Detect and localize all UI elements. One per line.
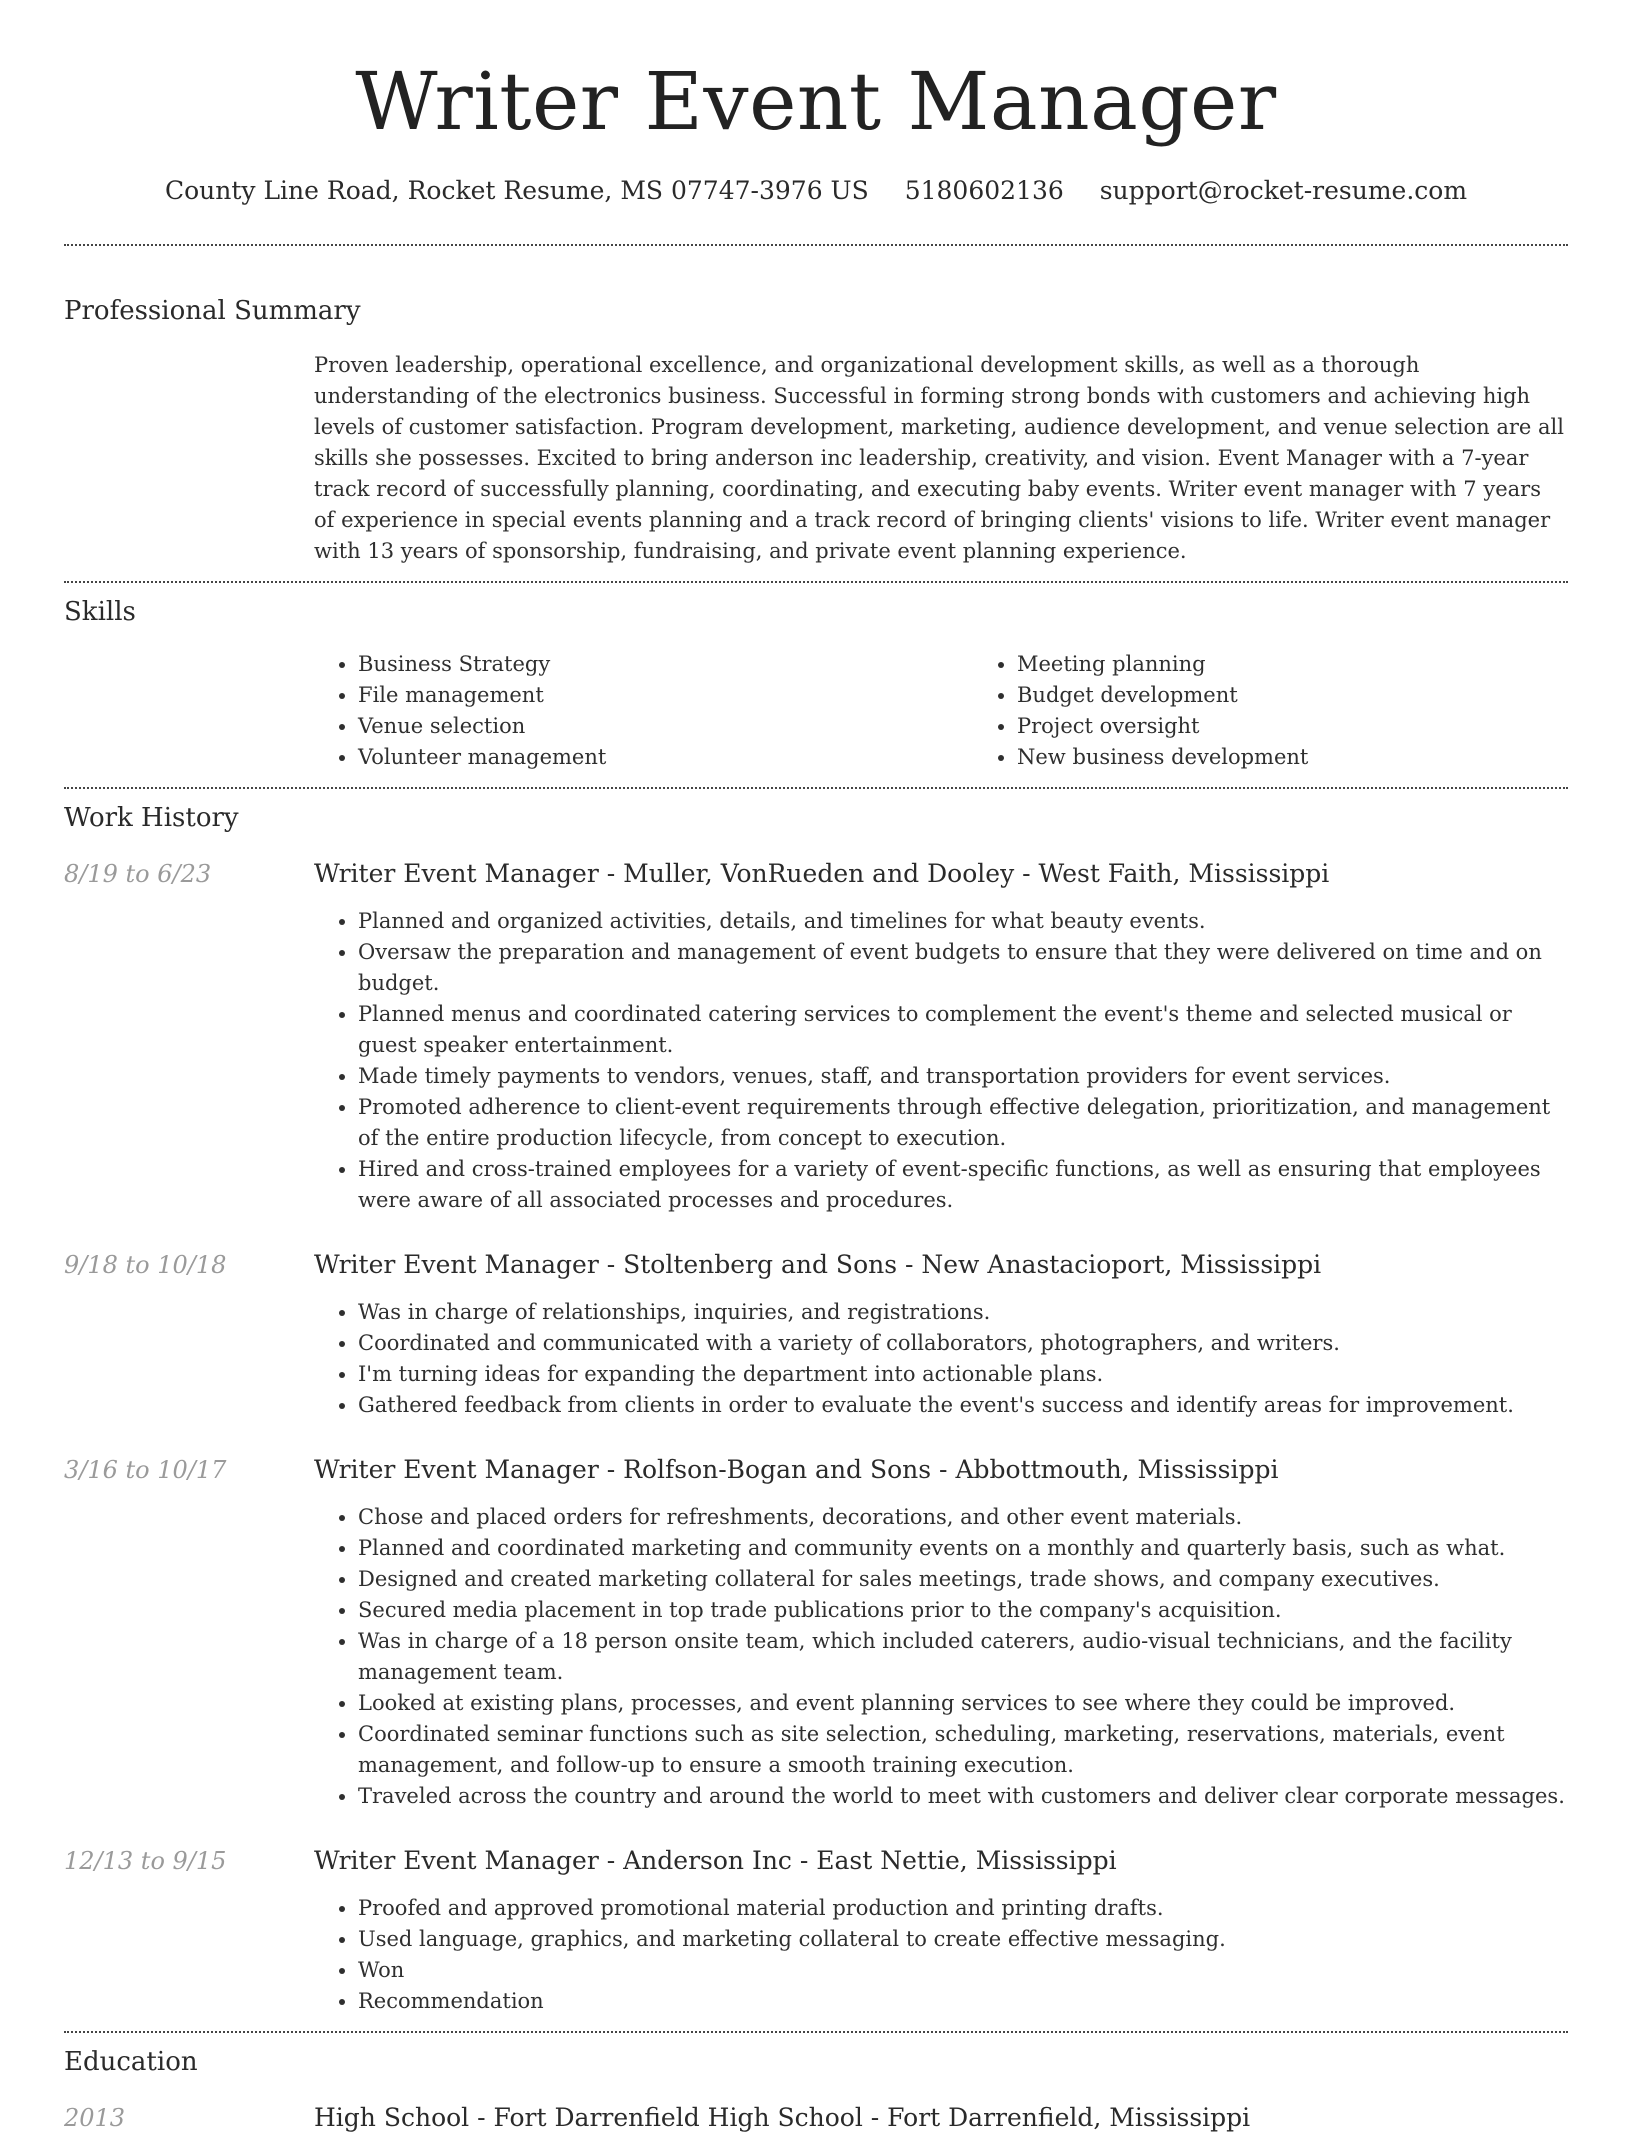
job-title: Writer Event Manager - Muller, VonRueden and Dooley - West Faith, Mississippi bbox=[314, 859, 1330, 888]
job-bullet: • Recommendation bbox=[358, 1986, 1568, 2017]
contact-email: support@rocket-resume.com bbox=[1099, 176, 1468, 205]
education-entry bbox=[64, 2101, 1568, 2135]
job-entry bbox=[64, 1844, 1568, 2017]
skills-title: Skills bbox=[64, 597, 136, 627]
job-entry bbox=[64, 1453, 1568, 1812]
job-bullet: • Coordinated and communicated with a variety of collaborators, photographers, and writers. bbox=[358, 1328, 1568, 1359]
job-bullets bbox=[314, 906, 1568, 1216]
summary-text: Proven leadership, operational excellence, and organizational development skills, as well as a thorough understanding of the electronics business. Successful in forming strong bonds with customers and achieving high levels of customer satisfaction. Program development, marketing, audience development, and venue selection are all skills she possesses. Excited to bring anderson inc leadership, creativity, and vision. Event Manager with a 7-year track record of successfully planning, coordinating, and executing baby events. Writer event manager with 7 years of experience in special events planning and a track record of bringing clients' visions to life. Writer event manager with 13 years of sponsorship, fundraising, and private event planning experience. bbox=[314, 353, 1564, 563]
job-bullet: • I'm turning ideas for expanding the department into actionable plans. bbox=[358, 1359, 1568, 1390]
education-section bbox=[64, 2045, 1568, 2135]
section-divider bbox=[64, 2031, 1568, 2033]
job-bullet: • Planned and coordinated marketing and community events on a monthly and quarterly basis, such as what. bbox=[358, 1533, 1568, 1564]
summary-section bbox=[64, 294, 1568, 567]
job-dates: 12/13 to 9/15 bbox=[64, 1847, 227, 1875]
job-bullet: • Looked at existing plans, processes, and event planning services to see where they could be improved. bbox=[358, 1688, 1568, 1719]
contact-phone: 5180602136 bbox=[904, 176, 1064, 205]
skill-item: • File management bbox=[358, 680, 973, 711]
resume-name: Writer Event Manager bbox=[355, 55, 1277, 148]
job-bullet: • Coordinated seminar functions such as site selection, scheduling, marketing, reservations, materials, event management, and follow-up to ensure a smooth training execution. bbox=[358, 1719, 1568, 1781]
job-title: Writer Event Manager - Rolfson-Bogan and Sons - Abbottmouth, Mississippi bbox=[314, 1455, 1279, 1484]
job-bullets bbox=[314, 1893, 1568, 2017]
job-bullet: • Planned and organized activities, details, and timelines for what beauty events. bbox=[358, 906, 1568, 937]
job-entry bbox=[64, 1248, 1568, 1421]
skill-item: • Meeting planning bbox=[1017, 649, 1568, 680]
section-divider bbox=[64, 581, 1568, 583]
job-bullet: • Won bbox=[358, 1955, 1568, 1986]
job-entry bbox=[64, 857, 1568, 1216]
skills-list-left bbox=[314, 649, 973, 773]
job-bullet: • Traveled across the country and around the world to meet with customers and deliver clear corporate messages. bbox=[358, 1781, 1568, 1812]
job-bullet: • Designed and created marketing collateral for sales meetings, trade shows, and company executives. bbox=[358, 1564, 1568, 1595]
job-bullets bbox=[314, 1502, 1568, 1812]
summary-title: Professional Summary bbox=[64, 296, 361, 326]
job-bullet: • Planned menus and coordinated catering services to complement the event's theme and selected musical or guest speaker entertainment. bbox=[358, 999, 1568, 1061]
job-title: Writer Event Manager - Stoltenberg and Sons - New Anastacioport, Mississippi bbox=[314, 1250, 1322, 1279]
skill-item: • Venue selection bbox=[358, 711, 973, 742]
job-bullet: • Proofed and approved promotional material production and printing drafts. bbox=[358, 1893, 1568, 1924]
job-bullet: • Used language, graphics, and marketing collateral to create effective messaging. bbox=[358, 1924, 1568, 1955]
job-bullet: • Chose and placed orders for refreshments, decorations, and other event materials. bbox=[358, 1502, 1568, 1533]
job-bullet: • Was in charge of relationships, inquiries, and registrations. bbox=[358, 1297, 1568, 1328]
education-year: 2013 bbox=[64, 2104, 126, 2132]
skill-item: • Volunteer management bbox=[358, 742, 973, 773]
job-dates: 8/19 to 6/23 bbox=[64, 860, 212, 888]
job-bullet: • Was in charge of a 18 person onsite team, which included caterers, audio-visual technicians, and the facility management team. bbox=[358, 1626, 1568, 1688]
job-bullets bbox=[314, 1297, 1568, 1421]
section-divider bbox=[64, 787, 1568, 789]
education-title: Education bbox=[64, 2047, 198, 2077]
skill-item: • Project oversight bbox=[1017, 711, 1568, 742]
skill-item: • Budget development bbox=[1017, 680, 1568, 711]
skill-item: • New business development bbox=[1017, 742, 1568, 773]
job-bullet: • Made timely payments to vendors, venues, staff, and transportation providers for event services. bbox=[358, 1061, 1568, 1092]
job-title: Writer Event Manager - Anderson Inc - East Nettie, Mississippi bbox=[314, 1846, 1117, 1875]
job-bullet: • Secured media placement in top trade publications prior to the company's acquisition. bbox=[358, 1595, 1568, 1626]
job-dates: 9/18 to 10/18 bbox=[64, 1251, 227, 1279]
job-bullet: • Gathered feedback from clients in order to evaluate the event's success and identify areas for improvement. bbox=[358, 1390, 1568, 1421]
job-bullet: • Promoted adherence to client-event requirements through effective delegation, prioritization, and management of the entire production lifecycle, from concept to execution. bbox=[358, 1092, 1568, 1154]
job-bullet: • Hired and cross-trained employees for a variety of event-specific functions, as well as ensuring that employees were aware of all associated processes and procedures. bbox=[358, 1154, 1568, 1216]
job-dates: 3/16 to 10/17 bbox=[64, 1456, 227, 1484]
work-history-title: Work History bbox=[64, 803, 239, 833]
skill-item: • Business Strategy bbox=[358, 649, 973, 680]
section-divider bbox=[64, 244, 1568, 246]
contact-address: County Line Road, Rocket Resume, MS 07747-3976 US bbox=[164, 176, 869, 205]
job-bullet: • Oversaw the preparation and management of event budgets to ensure that they were delivered on time and on budget. bbox=[358, 937, 1568, 999]
skills-section bbox=[64, 595, 1568, 773]
contact-line bbox=[64, 174, 1568, 208]
skills-list-right bbox=[973, 649, 1568, 773]
work-history-section bbox=[64, 801, 1568, 2017]
education-title-line: High School - Fort Darrenfield High School - Fort Darrenfield, Mississippi bbox=[314, 2103, 1251, 2132]
